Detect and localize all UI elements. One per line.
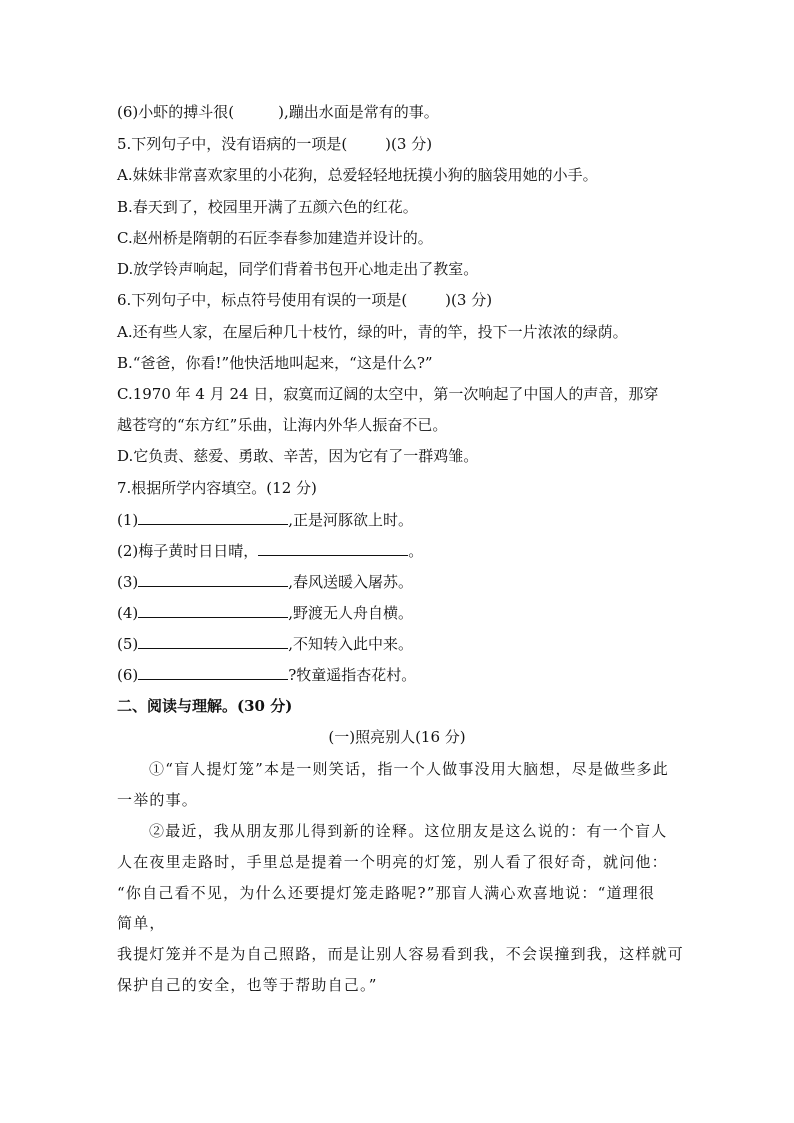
q7-stem: 7.根据所学内容填空。(12 分) (117, 479, 317, 497)
passage-paragraph-2-line-4: 简单， (117, 914, 166, 932)
q5-option-d: D.放学铃声响起，同学们背着书包开心地走出了教室。 (117, 260, 479, 278)
q7-item-1 (117, 509, 413, 530)
q7-6-number: (6) (117, 666, 139, 684)
q7-2-text: (2)梅子黄时日日晴， (117, 542, 259, 560)
fill-blank-line[interactable] (138, 602, 288, 618)
fill-blank-line[interactable] (138, 509, 288, 525)
q5-stem-prefix: 5.下列句子中，没有语病的一项是( (117, 135, 348, 153)
q7-item-3 (117, 571, 413, 592)
q5-option-b: B.春天到了，校园里开满了五颜六色的红花。 (117, 198, 418, 216)
fill-blank-line[interactable] (258, 540, 408, 556)
q6-option-d: D.它负责、慈爱、勇敢、辛苦，因为它有了一群鸡雏。 (117, 447, 479, 465)
q7-5-number: (5) (117, 635, 139, 653)
q7-4-text: ,野渡无人舟自横。 (288, 604, 414, 622)
q7-item-6 (117, 664, 416, 685)
section-heading: 二、阅读与理解。(30 分) (117, 697, 293, 715)
passage-paragraph-2-line-6: 保护自己的安全，也等于帮助自己。” (117, 976, 378, 994)
q7-item-4 (117, 602, 413, 623)
q6-stem-prefix: 6.下列句子中，标点符号使用有误的一项是( (117, 291, 408, 309)
passage-title: (一)照亮别人(16 分) (328, 728, 466, 746)
fill-blank-line[interactable] (138, 664, 288, 680)
fill-blank-line[interactable] (138, 633, 288, 649)
q7-1-number: (1) (117, 511, 139, 529)
q6-stem-suffix: )(3 分) (445, 291, 493, 309)
q7-4-number: (4) (117, 604, 139, 622)
q5-option-c: C.赵州桥是隋朝的石匠李春参加建造并设计的。 (117, 229, 433, 247)
passage-paragraph-2-line-2: 人在夜里走路时，手里总是提着一个明亮的灯笼，别人看了很好奇，就问他： (117, 853, 668, 871)
q7-item-2 (117, 540, 423, 561)
q4-6-prefix: (6)小虾的搏斗很( (117, 103, 235, 121)
passage-paragraph-2-line-5: 我提灯笼并不是为自己照路，而是让别人容易看到我，不会误撞到我，这样就可 (117, 945, 685, 963)
q4-item-6 (117, 102, 439, 122)
q6-option-c-line1: C.1970 年 4 月 24 日，寂寞而辽阔的太空中，第一次响起了中国人的声音，那穿 (117, 385, 659, 403)
q6-option-c-line2: 越苍穹的“东方红”乐曲，让海内外华人振奋不已。 (117, 416, 448, 434)
q6-stem (117, 290, 492, 310)
q7-3-text: ,春风送暖入屠苏。 (288, 573, 414, 591)
passage-paragraph-1-line-1: ①“盲人提灯笼”本是一则笑话，指一个人做事没用大脑想，尽是做些多此 (149, 760, 669, 778)
q7-3-number: (3) (117, 573, 139, 591)
q7-1-text: ,正是河豚欲上时。 (288, 511, 414, 529)
passage-paragraph-2-line-1: ②最近，我从朋友那儿得到新的诠释。这位朋友是这么说的：有一个盲人 (149, 822, 668, 840)
q7-5-text: ,不知转入此中来。 (288, 635, 414, 653)
fill-blank-line[interactable] (138, 571, 288, 587)
q4-6-suffix: ),蹦出水面是常有的事。 (278, 103, 439, 121)
q5-stem (117, 134, 432, 154)
q6-option-b: B.“爸爸，你看!”他快活地叫起来，“这是什么?” (117, 354, 433, 372)
q7-item-5 (117, 633, 413, 654)
q5-option-a: A.妹妹非常喜欢家里的小花狗，总爱轻轻地抚摸小狗的脑袋用她的小手。 (117, 166, 598, 184)
q6-option-a: A.还有些人家，在屋后种几十枝竹，绿的叶，青的竿，投下一片浓浓的绿荫。 (117, 323, 628, 341)
q7-2-end: 。 (408, 542, 424, 560)
q7-6-text: ?牧童遥指杏花村。 (288, 666, 417, 684)
passage-paragraph-1-line-2: 一举的事。 (117, 791, 199, 809)
passage-paragraph-2-line-3: “你自己看不见，为什么还要提灯笼走路呢?”那盲人满心欢喜地说：“道理很 (117, 884, 656, 902)
q5-stem-suffix: )(3 分) (385, 135, 433, 153)
